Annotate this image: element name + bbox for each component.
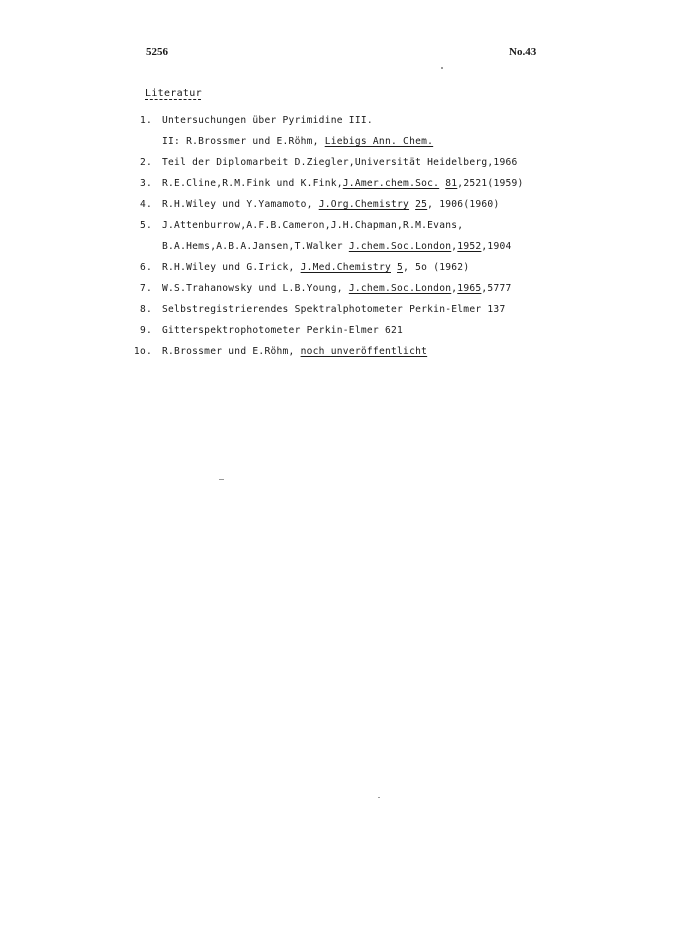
underlined-citation: Liebigs Ann. Chem. <box>324 136 434 147</box>
reference-number: 4. <box>139 199 152 210</box>
reference-fragment: Gitterspektrophotometer Perkin-Elmer 621 <box>162 325 404 336</box>
reference-number: 6. <box>139 262 152 273</box>
reference-text <box>162 115 373 126</box>
underlined-citation: J.Amer.chem.Soc. <box>342 178 440 189</box>
reference-fragment: W.S.Trahanowsky und L.B.Young, <box>162 283 349 294</box>
reference-fragment: R.Brossmer und E.Röhm, <box>162 346 301 357</box>
reference-text <box>162 262 469 273</box>
journal-issue-number: No.43 <box>509 46 537 58</box>
reference-number: 1. <box>139 115 152 126</box>
reference-fragment: , <box>451 283 458 294</box>
reference-text <box>162 241 512 252</box>
underlined-citation: 25 <box>415 199 428 210</box>
reference-fragment: Teil der Diplomarbeit D.Ziegler,Universität Heidelberg,1966 <box>162 157 518 168</box>
underlined-citation: J.Med.Chemistry <box>300 262 391 273</box>
page-number: 5256 <box>146 46 168 58</box>
reference-fragment: , <box>451 241 458 252</box>
reference-fragment: R.E.Cline,R.M.Fink und K.Fink, <box>162 178 343 189</box>
reference-fragment: B.A.Hems,A.B.A.Jansen,T.Walker <box>162 241 349 252</box>
underlined-citation: 5 <box>397 262 404 273</box>
reference-fragment: II: R.Brossmer und E.Röhm, <box>162 136 325 147</box>
reference-fragment: Untersuchungen über Pyrimidine III. <box>162 115 373 126</box>
reference-fragment: ,5777 <box>481 283 512 294</box>
reference-text <box>162 325 403 336</box>
reference-number: 3. <box>139 178 152 189</box>
reference-fragment: Selbstregistrierendes Spektralphotometer Perkin-Elmer 137 <box>162 304 506 315</box>
underlined-citation: J.chem.Soc.London <box>348 241 452 252</box>
reference-number: 5. <box>139 220 152 231</box>
reference-number: 7. <box>139 283 152 294</box>
reference-text <box>162 157 518 168</box>
scan-speck <box>219 479 224 480</box>
reference-text <box>162 178 524 189</box>
reference-number: 2. <box>139 157 152 168</box>
scan-speck <box>441 67 443 69</box>
reference-text <box>162 220 463 231</box>
reference-text <box>162 304 505 315</box>
underlined-citation: J.chem.Soc.London <box>348 283 452 294</box>
underlined-citation: J.Org.Chemistry <box>318 199 410 210</box>
underlined-citation: 81 <box>445 178 458 189</box>
underlined-citation: noch unveröffentlicht <box>300 346 428 357</box>
underlined-citation: 1965 <box>457 283 482 294</box>
scan-speck <box>378 797 380 798</box>
reference-fragment: , 5o (1962) <box>403 262 470 273</box>
reference-text <box>162 136 433 147</box>
reference-fragment: R.H.Wiley und Y.Yamamoto, <box>162 199 319 210</box>
reference-fragment: ,1904 <box>481 241 512 252</box>
reference-fragment: , 1906(1960) <box>427 199 500 210</box>
reference-text <box>162 346 427 357</box>
reference-fragment: R.H.Wiley und G.Irick, <box>162 262 301 273</box>
reference-number: 1o. <box>133 346 152 357</box>
reference-number: 8. <box>139 304 152 315</box>
reference-number: 9. <box>139 325 152 336</box>
reference-text <box>162 283 512 294</box>
reference-text <box>162 199 499 210</box>
underlined-citation: 1952 <box>457 241 482 252</box>
reference-fragment: J.Attenburrow,A.F.B.Cameron,J.H.Chapman,R.M.Evans, <box>162 220 464 231</box>
reference-fragment: ,2521(1959) <box>457 178 524 189</box>
section-title: Literatur <box>145 88 202 99</box>
